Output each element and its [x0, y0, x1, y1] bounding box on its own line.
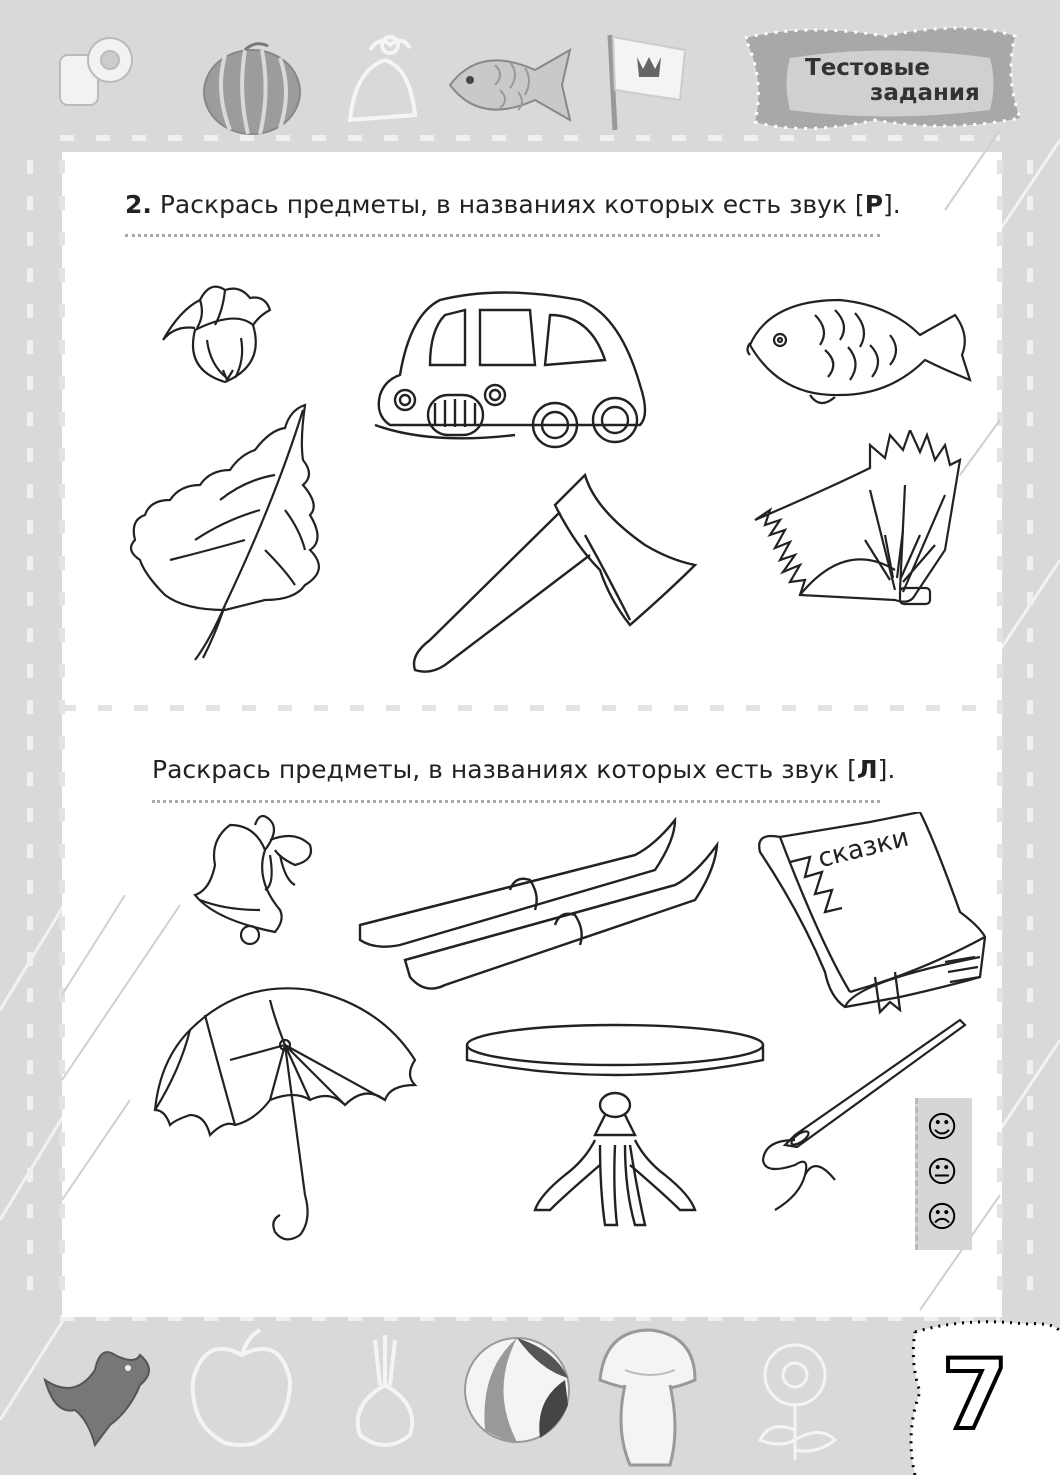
page-number: 7 [941, 1339, 1009, 1451]
fish-icon [440, 40, 580, 130]
task-1-text-end: ]. [883, 190, 901, 219]
bell-picture [185, 810, 325, 955]
flag-icon [595, 25, 695, 135]
axe-picture [400, 470, 700, 680]
flower-icon [740, 1330, 850, 1465]
table-picture [465, 1020, 765, 1250]
umbrella-picture [150, 970, 425, 1245]
mushroom-icon [595, 1325, 700, 1475]
book-title: сказки [815, 822, 912, 875]
task-2-sound: Л [856, 755, 878, 784]
watermelon-icon [200, 40, 310, 135]
task-number: 2. [125, 190, 152, 219]
task-1-instruction [125, 190, 901, 219]
bottom-decor-band [0, 1320, 1060, 1475]
task-2-text-end: ]. [877, 755, 896, 784]
sad-face-icon[interactable]: ☹ [926, 1200, 958, 1235]
dotted-separator [125, 234, 880, 237]
fan-picture [745, 430, 975, 620]
birch-leaf-picture [125, 400, 345, 665]
key-icon [55, 30, 135, 120]
badge-line-2: задания [870, 80, 980, 106]
happy-face-icon[interactable]: ☺ [926, 1110, 958, 1145]
car-picture [370, 285, 660, 465]
dotted-separator [152, 800, 880, 803]
hazelnut-picture [155, 270, 275, 390]
badge-line-1: Тестовые [805, 55, 931, 81]
ball-icon [460, 1330, 575, 1450]
neutral-face-icon[interactable]: 😐 [926, 1155, 958, 1190]
apple-icon [185, 1325, 300, 1450]
bird-icon [40, 1340, 160, 1450]
fish-picture [740, 285, 980, 415]
task-1-text: Раскрась предметы, в названиях которых есть звук [ [151, 190, 865, 219]
task-2-text: Раскрась предметы, в названиях которых есть звук [ [152, 755, 857, 784]
task-1-sound: Р [864, 190, 884, 219]
onion-icon [340, 1325, 430, 1465]
bell-icon [330, 30, 430, 135]
task-2-instruction [152, 755, 895, 784]
